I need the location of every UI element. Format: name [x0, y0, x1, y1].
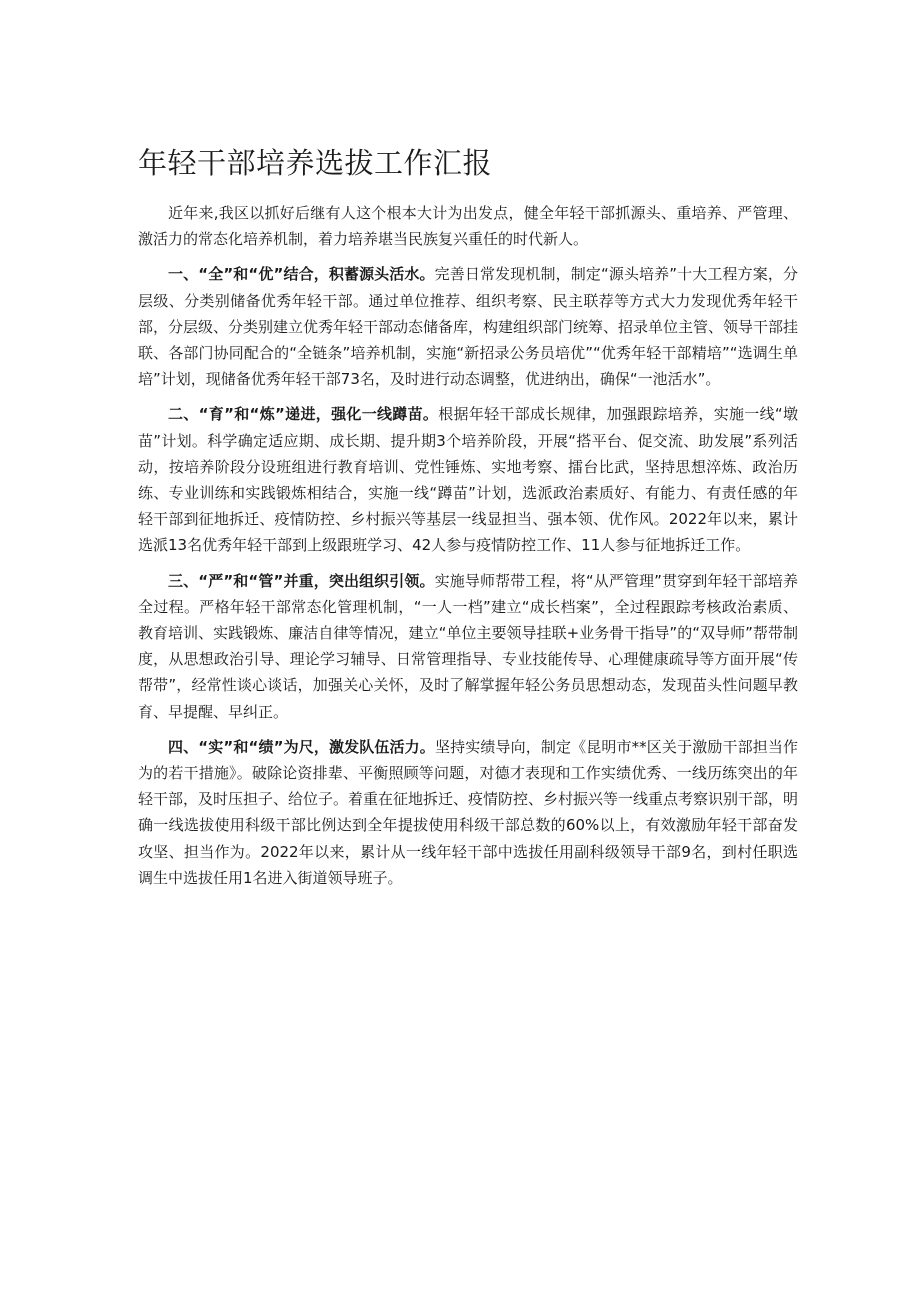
section-body-2: 根据年轻干部成长规律，加强跟踪培养，实施一线“墩苗”计划。科学确定适应期、成长期、提升期3个培养阶段，开展“搭平台、促交流、助发展”系列活动，按培养阶段分设班组进行教育培训、党性锤炼、实地考察、擂台比武，坚持思想淬炼、政治历练、专业训练和实践锻炼相结合，实施一线“蹲苗”计划，选派政治素质好、有能力、有责任感的年轻干部到征地拆迁、疫情防控、乡村振兴等基层一线显担当、强本领、优作风。2022年以来，累计选派13名优秀年轻干部到上级跟班学习、42人参与疫情防控工作、11人参与征地拆迁工作。 — [138, 405, 798, 555]
section-heading-3: 三、“严”和“管”并重，突出组织引领。 — [168, 571, 435, 590]
section-heading-2: 二、“育”和“炼”递进，强化一线蹲苗。 — [168, 405, 439, 424]
section-heading-4: 四、“实”和“绩”为尺，激发队伍活力。 — [168, 737, 435, 756]
section-body-1: 完善日常发现机制，制定“源头培养”十大工程方案，分层级、分类别储备优秀年轻干部。通过单位推荐、组织考察、民主联荐等方式大力发现优秀年轻干部，分层级、分类别建立优秀年轻干部动态储备库，构建组织部门统筹、招录单位主管、领导干部挂联、各部门协同配合的“全链条”培养机制，实施“新招录公务员培优”“优秀年轻干部精培”“选调生单培”计划，现储备优秀年轻干部73名，及时进行动态调整，优进纳出，确保“一池活水”。 — [138, 265, 799, 389]
section-paragraph-3 — [138, 568, 798, 725]
document-body — [138, 200, 798, 900]
section-heading-1: 一、“全”和“优”结合，积蓄源头活水。 — [168, 265, 435, 284]
section-paragraph-1 — [138, 261, 798, 392]
intro-paragraph: 近年来,我区以抓好后继有人这个根本大计为出发点，健全年轻干部抓源头、重培养、严管理、激活力的常态化培养机制，着力培养堪当民族复兴重任的时代新人。 — [138, 204, 798, 249]
section-body-4: 坚持实绩导向，制定《昆明市**区关于激励干部担当作为的若干措施》。破除论资排辈、平衡照顾等问题，对德才表现和工作实绩优秀、一线历练突出的年轻干部，及时压担子、给位子。着重在征地拆迁、疫情防控、乡村振兴等一线重点考察识别干部，明确一线选拔使用科级干部比例达到全年提拔使用科级干部总数的60%以上，有效激励年轻干部奋发攻坚、担当作为。2022年以来，累计从一线年轻干部中选拔任用副科级领导干部9名，到村任职选调生中选拔任用1名进入街道领导班子。 — [138, 737, 799, 887]
section-paragraph-4 — [138, 734, 798, 891]
section-body-3: 实施导师帮带工程，将“从严管理”贯穿到年轻干部培养全过程。严格年轻干部常态化管理机制，“一人一档”建立“成长档案”，全过程跟踪考核政治素质、教育培训、实践锻炼、廉洁自律等情况，建立“单位主要领导挂联+业务骨干指导”的“双导师”帮带制度，从思想政治引导、理论学习辅导、日常管理指导、专业技能传导、心理健康疏导等方面开展“传帮带”，经常性谈心谈话，加强关心关怀，及时了解掌握年轻公务员思想动态，发现苗头性问题早教育、早提醒、早纠正。 — [138, 571, 799, 721]
document-title: 年轻干部培养选拔工作汇报 — [138, 146, 493, 180]
section-paragraph-2 — [138, 401, 798, 558]
